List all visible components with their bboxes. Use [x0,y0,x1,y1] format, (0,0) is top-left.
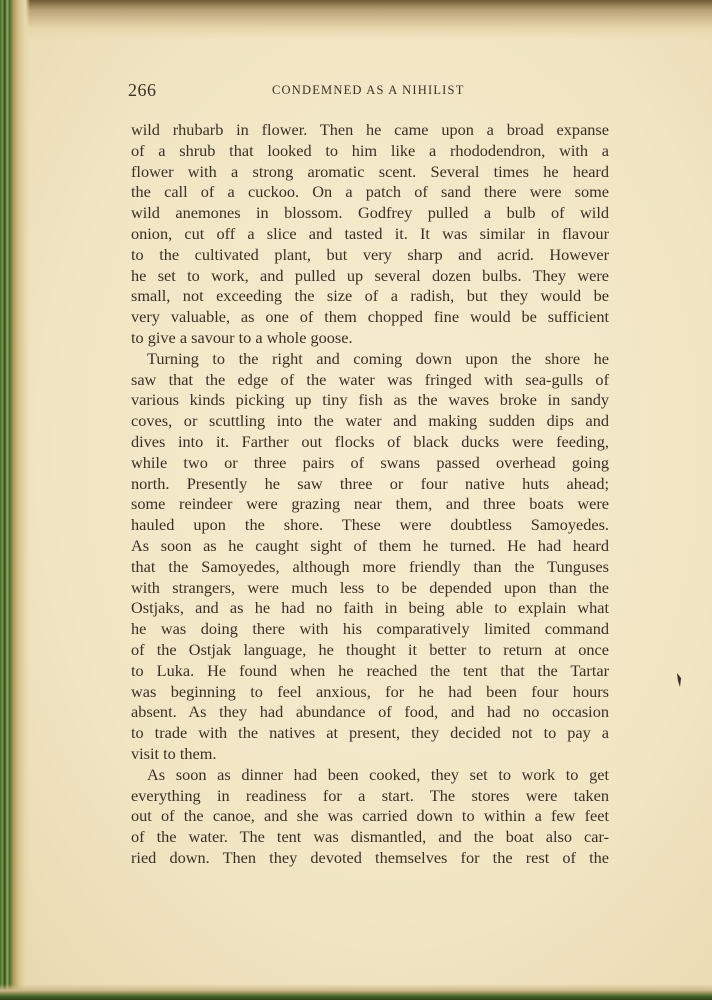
text-line: of the water. The tent was dismantled, and the boat also car- [131,827,609,847]
text-line: he set to work, and pulled up several dozen bulbs. They were [131,265,609,285]
page-header [128,80,612,104]
body-text [131,120,609,869]
text-line: while two or three pairs of swans passed overhead going [131,452,609,472]
page-top-shadow [0,0,712,40]
text-line: absent. As they had abundance of food, and had no occasion [131,702,609,722]
text-line: out of the canoe, and she was carried down to within a few feet [131,806,609,826]
text-line: very valuable, as one of them chopped fine would be sufficient [131,307,609,327]
text-line: visit to them. [131,743,217,763]
text-line: he was doing there with his comparatively limited command [131,619,609,639]
ink-speck-mark [676,672,682,688]
running-head: CONDEMNED AS A NIHILIST [272,83,465,97]
page-bottom-edge [0,984,712,1000]
text-line: ried down. Then they devoted themselves for the rest of the [131,847,609,867]
text-line: As soon as he caught sight of them he turned. He had heard [131,535,609,555]
text-line: coves, or scuttling into the water and making sudden dips and [131,411,609,431]
text-line: to Luka. He found when he reached the tent that the Tartar [131,660,609,680]
text-line: onion, cut off a slice and tasted it. It was similar in flavour [131,223,609,243]
text-line: As soon as dinner had been cooked, they set to work to get [147,764,609,784]
text-line: various kinds picking up tiny fish as the waves broke in sandy [131,390,609,410]
text-line: north. Presently he saw three or four native huts ahead; [131,473,609,493]
text-line: of a shrub that looked to him like a rhododendron, with a [131,140,609,160]
text-line: Turning to the right and coming down upon the shore he [147,348,609,368]
margin-mark [676,672,682,688]
text-line: that the Samoyedes, although more friendly than the Tunguses [131,556,609,576]
text-line: hauled upon the shore. These were doubtless Samoyedes. [131,515,609,535]
text-line: Ostjaks, and as he had no faith in being able to explain what [131,598,609,618]
text-line: flower with a strong aromatic scent. Several times he heard [131,161,609,181]
text-line: saw that the edge of the water was fringed with sea-gulls of [131,369,609,389]
text-line: was beginning to feel anxious, for he had been four hours [131,681,609,701]
text-line: to the cultivated plant, but very sharp and acrid. However [131,244,609,264]
text-line: dives into it. Farther out flocks of black ducks were feeding, [131,431,609,451]
text-line: to trade with the natives at present, they decided not to pay a [131,723,609,743]
book-spine [0,0,30,1000]
text-line: of the Ostjak language, he thought it better to return at once [131,639,609,659]
text-line: the call of a cuckoo. On a patch of sand there were some [131,182,609,202]
text-line: to give a savour to a whole goose. [131,327,353,347]
text-line: some reindeer were grazing near them, and three boats were [131,494,609,514]
text-line: everything in readiness for a start. The stores were taken [131,785,609,805]
text-line: small, not exceeding the size of a radish, but they would be [131,286,609,306]
page-number: 266 [128,80,157,100]
text-line: wild anemones in blossom. Godfrey pulled a bulb of wild [131,203,609,223]
text-line: wild rhubarb in flower. Then he came upon a broad expanse [131,120,609,139]
text-line: with strangers, were much less to be depended upon than the [131,577,609,597]
